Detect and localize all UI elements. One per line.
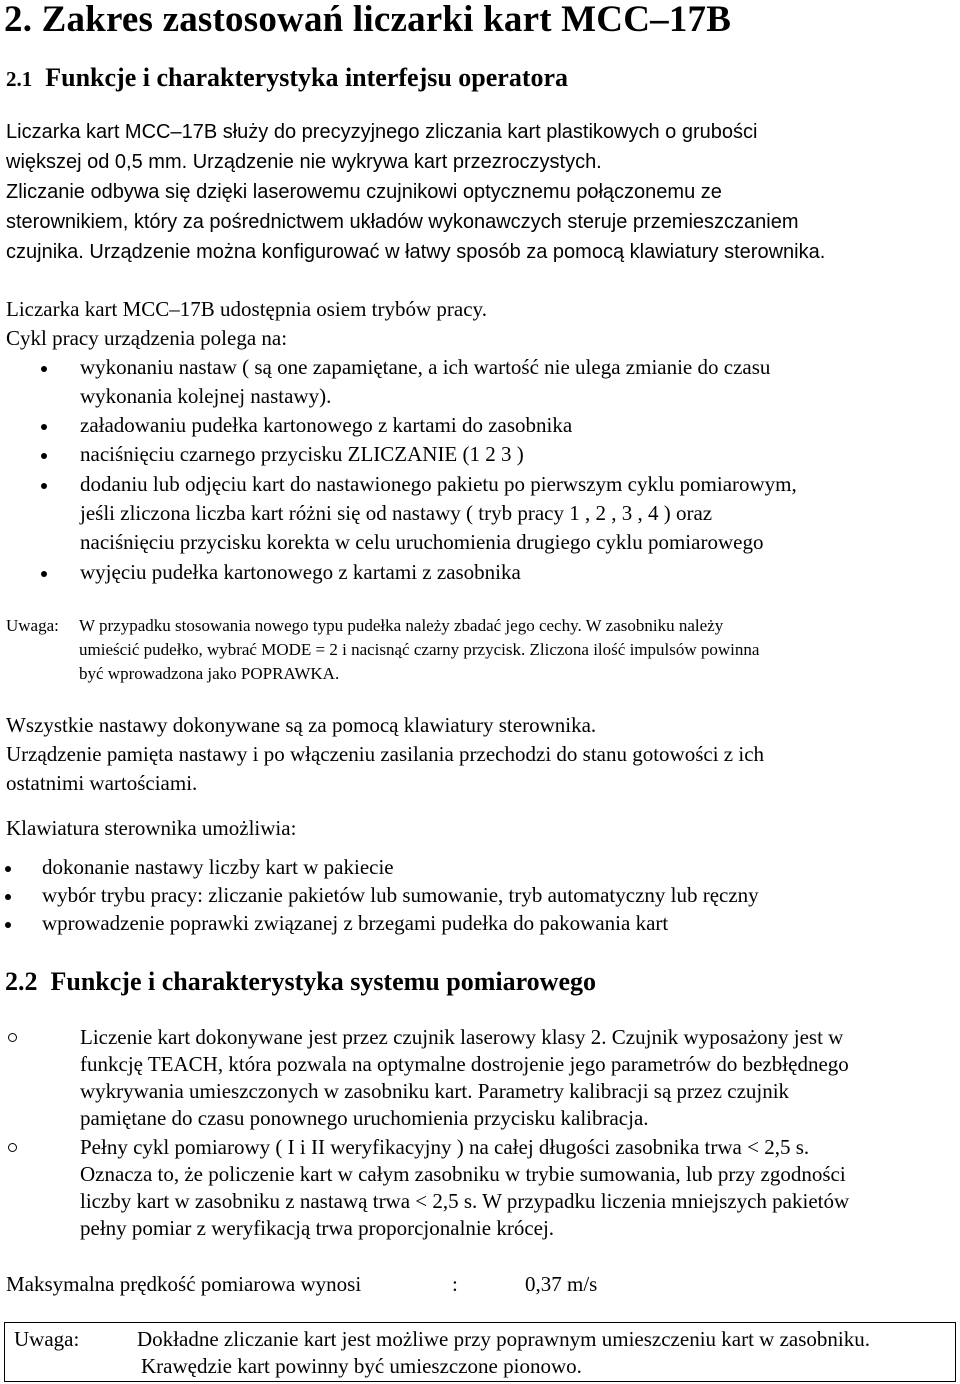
section-heading-2-2 [5,967,596,997]
page-title: 2. Zakres zastosowań liczarki kart MCC–17B [4,0,732,40]
intro-line: Zliczanie odbywa się dzięki laserowemu czujnikowi optycznemu połączonemu ze [6,181,722,203]
cycle-item: naciśnięciu czarnego przycisku ZLICZANIE (1 2 3 ) [80,442,524,466]
note-text: Dokładne zliczanie kart jest możliwe przy poprawnym umieszczeniu kart w zasobniku. Krawędzie kart powinny być umieszczone pionowo. [137,1327,870,1378]
settings-paragraph: Wszystkie nastawy dokonywane są za pomocą klawiatury sterownika. Urządzenie pamięta nastawy i po włączeniu zasilania przechodzi do stanu gotowości z ich ostatnimi wartościami. [6,713,765,795]
section-title: Funkcje i charakterystyka systemu pomiarowego [50,967,596,996]
intro-line: czujnika. Urządzenie można konfigurować w łatwy sposób za pomocą klawiatury sterownika. [6,241,826,263]
keyboard-title: Klawiatura sterownika umożliwia: [6,816,297,840]
modes-text: Liczarka kart MCC–17B udostępnia osiem trybów pracy. [6,297,487,321]
bullet-icon [5,894,11,900]
section-title: Funkcje i charakterystyka interfejsu operatora [45,63,569,92]
intro-paragraph [6,117,825,267]
section-number: 2.2 [5,967,38,996]
cycle-intro: Cykl pracy urządzenia polega na: [6,326,288,350]
bullet-icon [41,424,47,430]
keyboard-item: dokonanie nastawy liczby kart w pakiecie [42,855,394,879]
cycle-item: wykonaniu nastaw ( są one zapamiętane, a ich wartość nie ulega zmianie do czasu wykonania kolejnej nastawy). [80,355,771,408]
measure-item: Liczenie kart dokonywane jest przez czujnik laserowy klasy 2. Czujnik wyposażony jest w funkcję TEACH, która pozwala na optymalne dostrojenie jego parametrów do bezbłędnego wykrywania umieszczonych w zasobniku kart. Parametry kalibracji są przez czujnik pamiętane do czasu ponownego uruchomienia przycisku kalibracja. [80,1025,849,1130]
note-label: Uwaga: [6,616,59,635]
note-text: W przypadku stosowania nowego typu pudełka należy zbadać jego cechy. W zasobniku należy umieścić pudełko, wybrać MODE = 2 i nacisnąć czarny przycisk. Zliczona ilość impulsów powinna być wprowadzona jako POPRAWKA. [79,616,760,683]
bullet-icon [41,571,47,577]
speed-separator: : [452,1272,458,1296]
bullet-icon [41,366,47,372]
warning-box [4,1322,956,1382]
bullet-icon [41,483,47,489]
cycle-item: załadowaniu pudełka kartonowego z kartami do zasobnika [80,413,573,437]
intro-line: większej od 0,5 mm. Urządzenie nie wykrywa kart przezroczystych. [6,151,602,173]
bullet-icon [5,922,11,928]
cycle-item: wyjęciu pudełka kartonowego z kartami z zasobnika [80,560,521,584]
section-number: 2.1 [6,67,33,91]
measure-item: Pełny cykl pomiarowy ( I i II weryfikacyjny ) na całej długości zasobnika trwa < 2,5 s. Oznacza to, że policzenie kart w całym zasobniku w trybie sumowania, lub przy zgodności liczby kart w zasobniku z nastawą trwa < 2,5 s. W przypadku liczenia mniejszych pakietów pełny pomiar z weryfikacją trwa proporcjonalnie krócej. [80,1135,850,1240]
speed-label: Maksymalna prędkość pomiarowa wynosi [6,1272,362,1296]
keyboard-item: wprowadzenie poprawki związanej z brzegami pudełka do pakowania kart [42,911,669,935]
section-heading-2-1 [6,63,568,93]
keyboard-item: wybór trybu pracy: zliczanie pakietów lub sumowanie, tryb automatyczny lub ręczny [42,883,759,907]
speed-value: 0,37 m/s [525,1272,598,1296]
cycle-item: dodaniu lub odjęciu kart do nastawionego pakietu po pierwszym cyklu pomiarowym, jeśli zliczona liczba kart różni się od nastawy ( tryb pracy 1 , 2 , 3 , 4 ) oraz naciśnięciu przycisku korekta w celu uruchomienia drugiego cyklu pomiarowego [80,472,797,554]
intro-line: sterownikiem, który za pośrednictwem układów wykonawczych steruje przemieszczaniem [6,211,799,233]
note-label: Uwaga: [14,1327,80,1351]
bullet-icon [41,453,47,459]
intro-line: Liczarka kart MCC–17B służy do precyzyjnego zliczania kart plastikowych o grubości [6,121,758,143]
circle-bullet-icon [8,1143,17,1152]
circle-bullet-icon [8,1033,17,1042]
bullet-icon [5,866,11,872]
